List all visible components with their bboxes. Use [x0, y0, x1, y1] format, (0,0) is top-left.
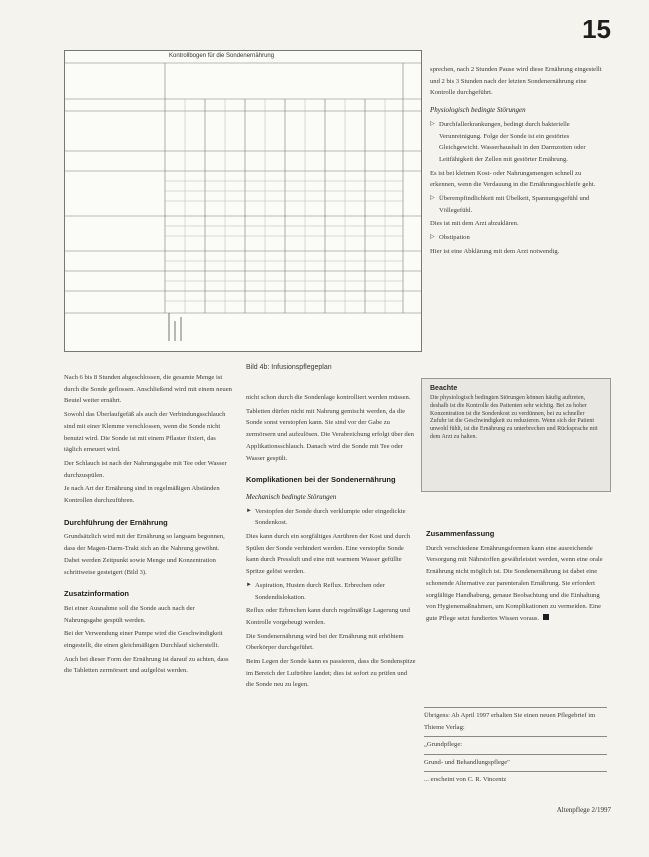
bullet-arrow-icon: ►	[246, 581, 252, 588]
paragraph: Durch verschiedene Ernährungsformen kann eine ausreichende Versorgung mit Nährstoffen gewährleistet werden, wenn eine orale Ernährung nicht möglich ist. Die Sondenernährung ist dabei eine schonende Alternative zur parenteralen Ernährung. Sie erfordert sorgfältige Handhabung, genaue Beobachtung und die Einhaltung von Hygienemaßnahmen, um Komplikationen zu vermeiden. Eine gute Pflege setzt fundiertes Wissen voraus.	[426, 544, 603, 622]
page-number: 15	[582, 14, 611, 44]
bullet-triangle-icon: ▷	[430, 195, 435, 202]
bullet-triangle-icon: ▷	[430, 120, 435, 127]
footer: Altenpflege 2/1997	[556, 806, 611, 814]
form-title: Kontrollbogen für die Sondenernährung	[169, 53, 275, 59]
paragraph: Dies ist mit dem Arzt abzuklären.	[430, 220, 519, 228]
paragraph: Nach 6 bis 8 Stunden abgeschlossen, die gesamte Menge ist durch die Sonde geflossen. Anschließend wird mit einem neuen Beutel weiter ernährt.	[64, 374, 232, 405]
section-heading: Zusatzinformation	[64, 589, 129, 599]
care-form-image	[64, 50, 422, 352]
announcement-line: „Grundpflege:	[424, 736, 607, 751]
paragraph: sprechen, nach 2 Stunden Pause wird diese Ernährung eingestellt und 2 bis 3 Stunden nach der letzten Sondenernährung eine Kontrolle durchgeführt.	[430, 66, 602, 97]
column-3	[430, 64, 606, 260]
paragraph: Der Schlauch ist nach der Nahrungsgabe mit Tee oder Wasser durchzuspülen.	[64, 459, 227, 479]
paragraph: Je nach Art der Ernährung sind in regelmäßigen Abständen Kontrollen durchzuführen.	[64, 485, 220, 505]
box-title: Beachte	[430, 385, 458, 392]
form-grid	[65, 51, 421, 351]
paragraph: Die Sondenernährung wird bei der Ernährung mit erhöhtem Oberkörper durchgeführt.	[246, 632, 404, 652]
form-caption: Bild 4b: Infusionspflegeplan	[246, 364, 332, 371]
announcement-line: ... erscheint von C. R. Vincentz	[424, 771, 607, 786]
note-box	[421, 378, 611, 492]
end-mark-icon	[543, 614, 549, 620]
column-1	[64, 372, 234, 679]
list-item: ▷ Durchfallerkrankungen, bedingt durch bakterielle Verunreinigung. Folge der Sonde ist ein gestörtes Gleichgewicht. Wasserhaushalt in den Darmzotten oder Leitfähigkeit der Zellen mit gestörter Ernährung.	[430, 120, 586, 163]
list-item: ► Aspiration, Husten durch Reflux. Erbrechen oder Sondendislokation.	[246, 581, 385, 601]
list-item: ▷ Überempfindlichkeit mit Übelkeit, Spannungsgefühl und Völlegefühl.	[430, 195, 590, 214]
paragraph: Bei der Verwendung einer Pumpe wird die Geschwindigkeit eingestellt, die einen gleichmäßigen Durchlauf sicherstellt.	[64, 630, 223, 650]
paragraph: Reflux oder Erbrechen kann durch regelmäßige Lagerung und Kontrolle vorgebeugt werden.	[246, 607, 410, 626]
subsection-heading: Mechanisch bedingte Störungen	[246, 492, 337, 501]
column-2	[246, 392, 416, 693]
section-heading: Zusammenfassung	[426, 529, 495, 538]
paragraph: Dies kann durch ein sorgfältiges Anrühren der Kost und durch Spülen der Sonde verhindert werden. Eine verstopfte Sonde kann durch Pressluft und eine mit warmem Wasser gefüllte Spritze gelöst werden.	[246, 533, 411, 576]
paragraph: Es ist bei kleinen Kost- oder Nahrungsmengen schnell zu erkennen, wenn die Verdauung in die Ernährungsschleife geht.	[430, 169, 596, 189]
paragraph: Grundsätzlich wird mit der Ernährung so langsam begonnen, dass der Magen-Darm-Trakt sich an die Nahrung gewöhnt. Dabei werden Zeitpunkt sowie Menge und Konzentration schrittweise gesteigert (Bild 3).	[64, 533, 225, 576]
paragraph: Bei einer Ausnahme soll die Sonde auch nach der Nahrungsgabe gespült werden.	[64, 604, 195, 624]
summary-column	[426, 518, 604, 627]
section-heading: Durchführung der Ernährung	[64, 517, 168, 527]
bullet-triangle-icon: ▷	[430, 234, 435, 241]
paragraph: Tabletten dürfen nicht mit Nahrung gemischt werden, da die Sonde sonst verstopfen kann. Sie sind vor der Gabe zu zermörsern und aufzulösen. Die Verabreichung erfolgt über den Applikationsschlauch. Danach wird die Sonde mit Tee oder Wasser gespült.	[246, 407, 414, 462]
list-item: ▷ Obstipation	[430, 232, 606, 244]
paragraph: Sowohl das Überlaufgefäß als auch der Verbindungsschlauch sind mit einer Klemme verschlossen, wenn die Sonde nicht benutzt wird. Die Sonde ist mit einem Pflaster fixiert, das täglich erneuert wird.	[64, 411, 226, 454]
announcement-line: Grund- und Behandlungspflege"	[424, 754, 607, 769]
paragraph: Hier ist eine Abklärung mit dem Arzt notwendig.	[430, 247, 560, 255]
paragraph: nicht schon durch die Sondenlage kontrolliert werden müssen.	[246, 394, 411, 401]
list-item: ► Verstopfen der Sonde durch verklumpte oder eingedickte Sondenkost.	[246, 507, 406, 527]
bullet-arrow-icon: ►	[246, 507, 252, 514]
subsection-heading: Physiologisch bedingte Störungen	[430, 106, 526, 115]
box-text: Die physiologisch bedingten Störungen können häufig auftreten, deshalb ist die Kontrolle des Patienten sehr wichtig. Bei zu hoher Konzentration ist die Sondenkost zu verdünnen, bei zu schneller Zufuhr ist die Geschwindigkeit zu reduzieren. Wenn sich der Patient unwohl fühlt, ist die Ernährung zu unterbrechen und Rücksprache mit dem Arzt zu halten.	[430, 395, 598, 440]
paragraph: Auch bei dieser Form der Ernährung ist darauf zu achten, dass die Tabletten zermörsert und aufgelöst werden.	[64, 655, 229, 675]
announcement-line: Übrigens: Ab April 1997 erhalten Sie einen neuen Pflegebrief im Thieme Verlag:	[424, 707, 607, 733]
paragraph: Beim Legen der Sonde kann es passieren, dass die Sondenspitze im Bereich der Luftröhre landet; dies ist sofort zu prüfen und die Sonde neu zu legen.	[246, 658, 416, 689]
announcement	[424, 704, 607, 786]
section-heading: Komplikationen bei der Sondenernährung	[246, 475, 396, 485]
